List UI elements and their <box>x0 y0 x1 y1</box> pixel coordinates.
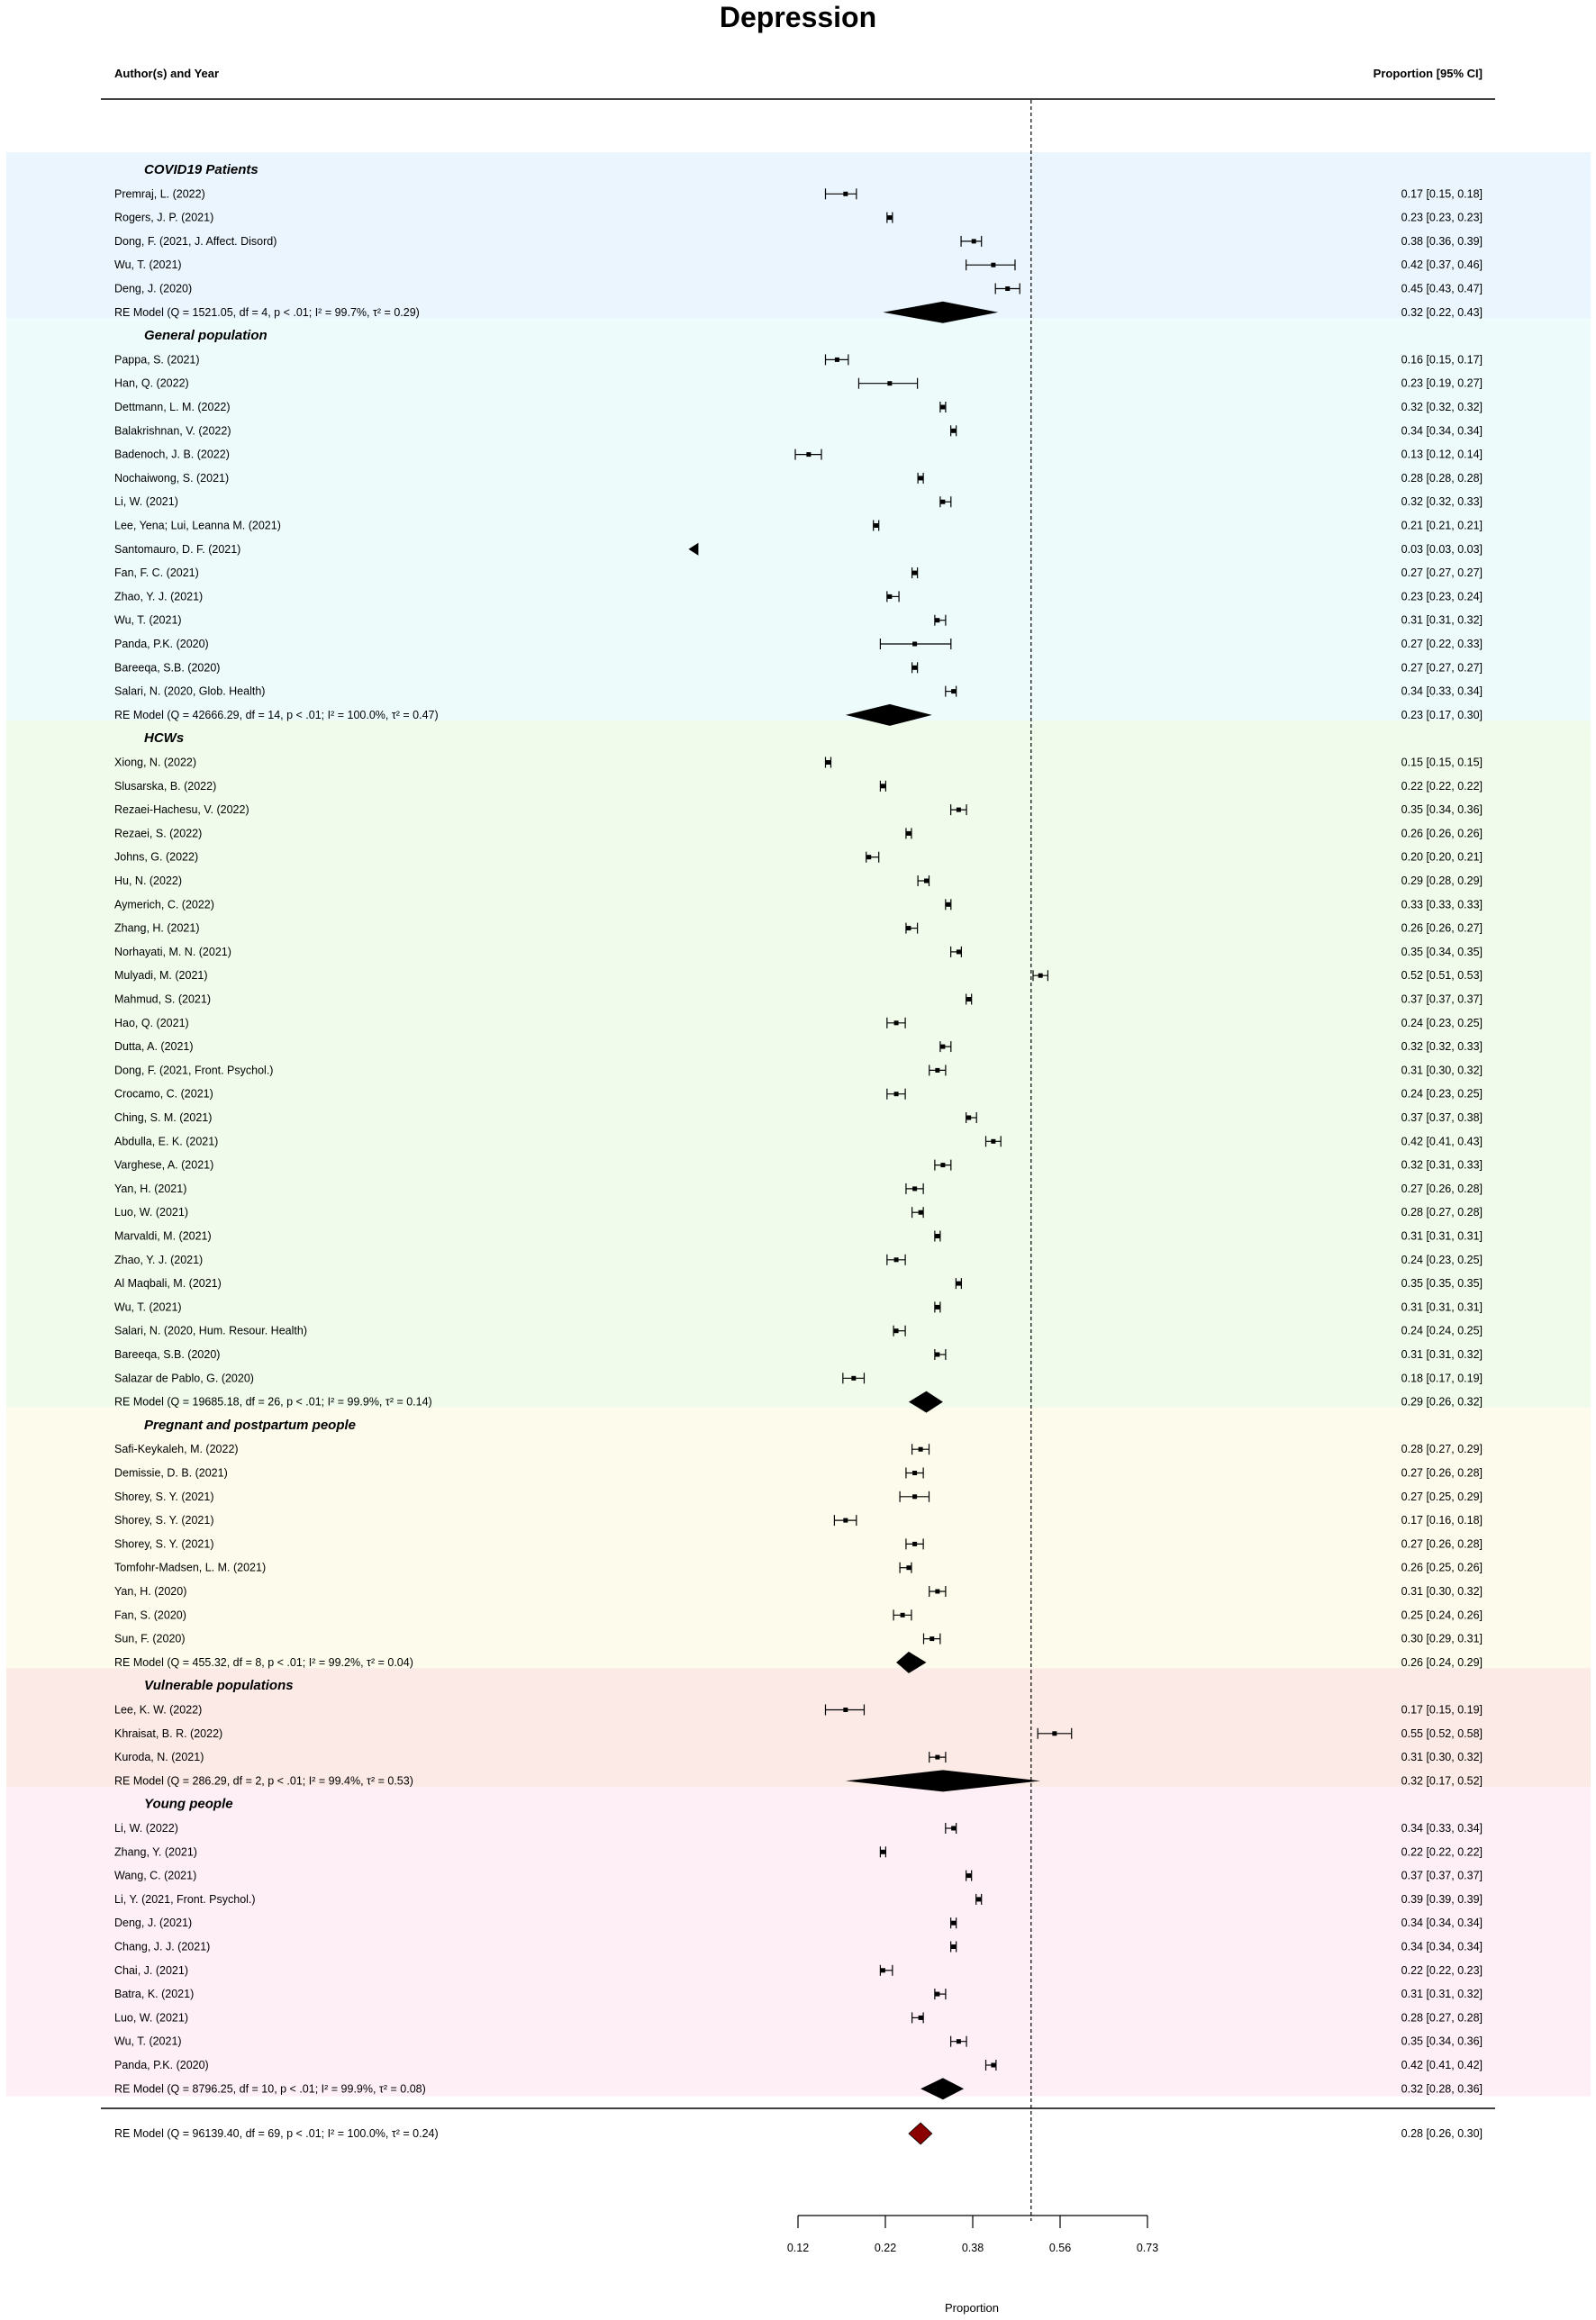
study-label: Yan, H. (2021) <box>114 1182 187 1195</box>
study-estimate-text: 0.34 [0.33, 0.34] <box>1401 1822 1483 1835</box>
study-label: Shorey, S. Y. (2021) <box>114 1514 214 1527</box>
study-estimate-text: 0.18 [0.17, 0.19] <box>1401 1372 1483 1385</box>
point-estimate <box>966 1873 971 1878</box>
study-estimate-text: 0.34 [0.34, 0.34] <box>1401 1917 1483 1930</box>
study-label: Chai, J. (2021) <box>114 1963 188 1977</box>
study-estimate-text: 0.32 [0.32, 0.33] <box>1401 495 1483 509</box>
group-title: Pregnant and postpartum people <box>144 1417 357 1433</box>
point-estimate <box>901 1613 905 1618</box>
x-tick-label: 0.73 <box>1136 2242 1159 2254</box>
study-estimate-text: 0.55 [0.52, 0.58] <box>1401 1726 1483 1740</box>
study-label: Norhayati, M. N. (2021) <box>114 945 231 958</box>
point-estimate <box>940 1045 945 1049</box>
study-label: Deng, J. (2020) <box>114 282 193 295</box>
study-estimate-text: 0.31 [0.31, 0.31] <box>1401 1300 1483 1314</box>
study-label: Hu, N. (2022) <box>114 875 183 887</box>
point-estimate <box>951 1921 956 1926</box>
study-label: Balakrishnan, V. (2022) <box>114 424 231 438</box>
point-estimate <box>1038 974 1043 978</box>
study-label: Fan, F. C. (2021) <box>114 566 199 580</box>
study-estimate-text: 0.28 [0.27, 0.28] <box>1401 2011 1483 2025</box>
study-estimate-text: 0.37 [0.37, 0.37] <box>1401 1869 1483 1882</box>
x-tick-label: 0.12 <box>786 2242 810 2254</box>
point-estimate <box>940 1163 945 1167</box>
point-estimate <box>906 926 911 930</box>
study-label: Rezaei-Hachesu, V. (2022) <box>114 803 249 817</box>
point-estimate <box>957 2039 961 2044</box>
study-estimate-text: 0.20 [0.20, 0.21] <box>1401 850 1483 864</box>
point-estimate <box>919 2016 923 2020</box>
study-estimate-text: 0.35 [0.34, 0.36] <box>1401 2035 1483 2048</box>
point-estimate <box>912 1471 917 1475</box>
study-label: Dong, F. (2021, J. Affect. Disord) <box>114 234 277 248</box>
study-estimate-text: 0.35 [0.34, 0.36] <box>1401 803 1483 817</box>
subgroup-summary-label: RE Model (Q = 8796.25, df = 10, p < .01; I² = 99.9%, τ² = 0.08) <box>114 2082 426 2096</box>
group-title: HCWs <box>144 730 185 747</box>
left-column-header: Author(s) and Year <box>114 67 220 80</box>
point-estimate <box>940 405 945 410</box>
group-title: COVID19 Patients <box>144 162 258 177</box>
subgroup-summary-text: 0.32 [0.17, 0.52] <box>1401 1774 1483 1788</box>
study-estimate-text: 0.26 [0.25, 0.26] <box>1401 1561 1483 1574</box>
study-label: Yan, H. (2020) <box>114 1585 187 1598</box>
point-estimate <box>843 192 848 196</box>
study-label: Khraisat, B. R. (2022) <box>114 1726 223 1740</box>
group-band <box>6 1787 1591 2097</box>
point-estimate <box>894 1020 899 1025</box>
point-estimate <box>991 263 995 267</box>
study-estimate-text: 0.35 [0.35, 0.35] <box>1401 1277 1483 1291</box>
study-estimate-text: 0.27 [0.27, 0.27] <box>1401 566 1483 580</box>
point-estimate <box>935 1234 939 1238</box>
point-estimate <box>991 2063 995 2068</box>
point-estimate <box>935 1068 939 1073</box>
study-estimate-text: 0.23 [0.23, 0.23] <box>1401 211 1483 224</box>
study-estimate-text: 0.32 [0.31, 0.33] <box>1401 1158 1483 1172</box>
point-estimate <box>887 381 892 385</box>
point-estimate <box>935 1755 939 1760</box>
study-label: Mahmud, S. (2021) <box>114 992 211 1006</box>
subgroup-summary-text: 0.23 [0.17, 0.30] <box>1401 708 1483 721</box>
point-estimate <box>991 1139 995 1144</box>
study-label: Premraj, L. (2022) <box>114 187 205 201</box>
study-label: Wu, T. (2021) <box>114 258 182 272</box>
overall-summary-diamond <box>909 2123 932 2144</box>
study-label: Wang, C. (2021) <box>114 1869 197 1882</box>
study-label: Shorey, S. Y. (2021) <box>114 1490 214 1503</box>
subgroup-summary-label: RE Model (Q = 455.32, df = 8, p < .01; I² = 99.2%, τ² = 0.04) <box>114 1655 413 1669</box>
study-estimate-text: 0.28 [0.28, 0.28] <box>1401 471 1483 485</box>
point-estimate <box>976 1897 981 1901</box>
study-label: Zhao, Y. J. (2021) <box>114 590 204 603</box>
subgroup-summary-text: 0.32 [0.22, 0.43] <box>1401 305 1483 319</box>
point-estimate <box>826 760 830 765</box>
study-estimate-text: 0.22 [0.22, 0.22] <box>1401 1845 1483 1859</box>
subgroup-summary-label: RE Model (Q = 1521.05, df = 4, p < .01; I² = 99.7%, τ² = 0.29) <box>114 305 420 319</box>
study-label: Luo, W. (2021) <box>114 2011 188 2025</box>
study-estimate-text: 0.22 [0.22, 0.23] <box>1401 1963 1483 1977</box>
study-label: Slusarska, B. (2022) <box>114 779 217 793</box>
study-estimate-text: 0.28 [0.27, 0.28] <box>1401 1206 1483 1219</box>
study-estimate-text: 0.21 [0.21, 0.21] <box>1401 519 1483 532</box>
study-estimate-text: 0.25 [0.24, 0.26] <box>1401 1609 1483 1622</box>
study-estimate-text: 0.31 [0.30, 0.32] <box>1401 1751 1483 1764</box>
study-label: Panda, P.K. (2020) <box>114 638 209 650</box>
point-estimate <box>919 476 923 480</box>
study-label: Pappa, S. (2021) <box>114 353 200 367</box>
point-estimate <box>912 571 917 575</box>
point-estimate <box>919 1447 923 1452</box>
point-estimate <box>835 358 839 362</box>
point-estimate <box>1005 286 1010 291</box>
study-label: Tomfohr-Madsen, L. M. (2021) <box>114 1561 267 1574</box>
study-estimate-text: 0.30 [0.29, 0.31] <box>1401 1632 1483 1645</box>
study-label: Ching, S. M. (2021) <box>114 1111 213 1124</box>
study-estimate-text: 0.34 [0.33, 0.34] <box>1401 684 1483 698</box>
study-label: Shorey, S. Y. (2021) <box>114 1537 214 1551</box>
point-estimate <box>912 666 917 670</box>
subgroup-summary-label: RE Model (Q = 286.29, df = 2, p < .01; I² = 99.4%, τ² = 0.53) <box>114 1774 413 1788</box>
point-estimate <box>951 689 956 693</box>
point-estimate <box>919 1210 923 1215</box>
point-estimate <box>929 1636 934 1641</box>
point-estimate <box>912 1186 917 1191</box>
point-estimate <box>935 618 939 622</box>
point-estimate <box>887 594 892 599</box>
study-estimate-text: 0.24 [0.23, 0.25] <box>1401 1087 1483 1101</box>
study-estimate-text: 0.15 [0.15, 0.15] <box>1401 756 1483 769</box>
subgroup-summary-label: RE Model (Q = 19685.18, df = 26, p < .01; I² = 99.9%, τ² = 0.14) <box>114 1395 432 1409</box>
chart-title: Depression <box>719 1 877 33</box>
overall-summary-label: RE Model (Q = 96139.40, df = 69, p < .01; I² = 100.0%, τ² = 0.24) <box>114 2127 439 2140</box>
study-estimate-text: 0.22 [0.22, 0.22] <box>1401 779 1483 793</box>
group-band <box>6 1408 1591 1670</box>
study-label: Nochaiwong, S. (2021) <box>114 471 230 485</box>
study-label: Santomauro, D. F. (2021) <box>114 542 241 556</box>
study-estimate-text: 0.42 [0.41, 0.42] <box>1401 2059 1483 2071</box>
study-estimate-text: 0.24 [0.24, 0.25] <box>1401 1324 1483 1337</box>
subgroup-summary-text: 0.29 [0.26, 0.32] <box>1401 1395 1483 1409</box>
study-label: Wu, T. (2021) <box>114 2035 182 2048</box>
study-estimate-text: 0.27 [0.26, 0.28] <box>1401 1537 1483 1551</box>
subgroup-summary-text: 0.32 [0.28, 0.36] <box>1401 2082 1483 2096</box>
study-estimate-text: 0.23 [0.19, 0.27] <box>1401 376 1483 390</box>
point-estimate <box>935 1353 939 1357</box>
study-label: Li, W. (2022) <box>114 1822 178 1835</box>
study-label: Lee, K. W. (2022) <box>114 1703 203 1717</box>
study-estimate-text: 0.37 [0.37, 0.37] <box>1401 992 1483 1006</box>
point-estimate <box>940 500 945 504</box>
study-label: Kuroda, N. (2021) <box>114 1751 204 1764</box>
point-estimate <box>957 1282 961 1286</box>
study-estimate-text: 0.26 [0.26, 0.27] <box>1401 921 1483 935</box>
study-label: Dong, F. (2021, Front. Psychol.) <box>114 1064 274 1077</box>
point-estimate <box>935 1992 939 1997</box>
point-estimate <box>972 239 976 243</box>
study-estimate-text: 0.29 [0.28, 0.29] <box>1401 875 1483 887</box>
study-estimate-text: 0.31 [0.31, 0.31] <box>1401 1229 1483 1243</box>
study-estimate-text: 0.27 [0.26, 0.28] <box>1401 1182 1483 1195</box>
study-label: Wu, T. (2021) <box>114 1300 182 1314</box>
study-label: Panda, P.K. (2020) <box>114 2059 209 2071</box>
point-estimate <box>951 1944 956 1949</box>
study-estimate-text: 0.27 [0.25, 0.29] <box>1401 1490 1483 1503</box>
study-label: Marvaldi, M. (2021) <box>114 1229 212 1243</box>
study-label: Han, Q. (2022) <box>114 376 189 390</box>
study-estimate-text: 0.13 [0.12, 0.14] <box>1401 448 1483 461</box>
study-estimate-text: 0.27 [0.26, 0.28] <box>1401 1466 1483 1480</box>
x-tick-label: 0.38 <box>961 2242 984 2254</box>
study-estimate-text: 0.31 [0.31, 0.32] <box>1401 1988 1483 2001</box>
point-estimate <box>881 784 885 788</box>
point-estimate <box>894 1328 899 1333</box>
study-estimate-text: 0.31 [0.31, 0.32] <box>1401 613 1483 627</box>
study-estimate-text: 0.42 [0.37, 0.46] <box>1401 258 1483 272</box>
study-estimate-text: 0.24 [0.23, 0.25] <box>1401 1016 1483 1029</box>
study-label: Zhang, H. (2021) <box>114 921 200 935</box>
study-label: Li, Y. (2021, Front. Psychol.) <box>114 1892 256 1906</box>
point-estimate <box>912 642 917 647</box>
point-estimate <box>912 1542 917 1546</box>
study-estimate-text: 0.34 [0.34, 0.34] <box>1401 424 1483 438</box>
study-label: Fan, S. (2020) <box>114 1609 186 1622</box>
point-estimate <box>912 1494 917 1499</box>
study-label: Dettmann, L. M. (2022) <box>114 401 231 413</box>
overall-summary-text: 0.28 [0.26, 0.30] <box>1401 2127 1483 2140</box>
x-tick-label: 0.56 <box>1048 2242 1072 2254</box>
study-label: Varghese, A. (2021) <box>114 1158 214 1172</box>
point-estimate <box>866 855 871 859</box>
study-estimate-text: 0.45 [0.43, 0.47] <box>1401 282 1483 295</box>
study-estimate-text: 0.39 [0.39, 0.39] <box>1401 1892 1483 1906</box>
study-estimate-text: 0.42 [0.41, 0.43] <box>1401 1135 1483 1148</box>
study-label: Zhang, Y. (2021) <box>114 1845 197 1859</box>
study-estimate-text: 0.32 [0.32, 0.32] <box>1401 401 1483 413</box>
point-estimate <box>946 902 950 907</box>
study-estimate-text: 0.52 [0.51, 0.53] <box>1401 969 1483 983</box>
study-label: Bareeqa, S.B. (2020) <box>114 661 221 675</box>
study-label: Luo, W. (2021) <box>114 1206 188 1219</box>
study-estimate-text: 0.17 [0.16, 0.18] <box>1401 1514 1483 1527</box>
point-estimate <box>951 429 956 433</box>
study-label: Dutta, A. (2021) <box>114 1040 194 1054</box>
study-estimate-text: 0.32 [0.32, 0.33] <box>1401 1040 1483 1054</box>
study-label: Abdulla, E. K. (2021) <box>114 1135 219 1148</box>
point-estimate <box>874 523 878 528</box>
point-estimate <box>957 949 961 954</box>
group-title: General population <box>144 328 268 344</box>
study-estimate-text: 0.17 [0.15, 0.19] <box>1401 1703 1483 1717</box>
point-estimate <box>843 1518 848 1523</box>
study-estimate-text: 0.31 [0.30, 0.32] <box>1401 1064 1483 1077</box>
point-estimate <box>906 831 911 836</box>
study-label: Xiong, N. (2022) <box>114 756 197 769</box>
study-estimate-text: 0.31 [0.30, 0.32] <box>1401 1585 1483 1598</box>
point-estimate <box>881 1968 885 1972</box>
study-estimate-text: 0.24 [0.23, 0.25] <box>1401 1253 1483 1266</box>
study-label: Bareeqa, S.B. (2020) <box>114 1348 221 1361</box>
right-column-header: Proportion [95% CI] <box>1373 67 1483 80</box>
study-estimate-text: 0.34 [0.34, 0.34] <box>1401 1940 1483 1953</box>
study-label: Salari, N. (2020, Hum. Resour. Health) <box>114 1324 307 1337</box>
study-label: Safi-Keykaleh, M. (2022) <box>114 1443 239 1456</box>
study-estimate-text: 0.33 [0.33, 0.33] <box>1401 898 1483 911</box>
study-estimate-text: 0.03 [0.03, 0.03] <box>1401 542 1483 556</box>
point-estimate <box>906 1565 911 1570</box>
point-estimate <box>887 215 892 220</box>
study-estimate-text: 0.31 [0.31, 0.32] <box>1401 1348 1483 1361</box>
point-estimate <box>894 1092 899 1096</box>
study-estimate-text: 0.27 [0.22, 0.33] <box>1401 638 1483 650</box>
study-label: Badenoch, J. B. (2022) <box>114 448 230 461</box>
group-title: Vulnerable populations <box>144 1678 294 1694</box>
study-estimate-text: 0.28 [0.27, 0.29] <box>1401 1443 1483 1456</box>
point-estimate <box>843 1708 848 1712</box>
x-axis-label: Proportion <box>945 2301 999 2315</box>
point-estimate <box>851 1376 856 1381</box>
study-estimate-text: 0.27 [0.27, 0.27] <box>1401 661 1483 675</box>
study-label: Rezaei, S. (2022) <box>114 827 203 840</box>
study-label: Hao, Q. (2021) <box>114 1016 189 1029</box>
subgroup-summary-label: RE Model (Q = 42666.29, df = 14, p < .01; I² = 100.0%, τ² = 0.47) <box>114 708 439 721</box>
study-estimate-text: 0.23 [0.23, 0.24] <box>1401 590 1483 603</box>
study-label: Johns, G. (2022) <box>114 850 199 864</box>
point-estimate <box>935 1305 939 1310</box>
study-label: Salari, N. (2020, Glob. Health) <box>114 684 266 698</box>
point-estimate <box>957 808 961 812</box>
subgroup-summary-text: 0.26 [0.24, 0.29] <box>1401 1655 1483 1669</box>
study-estimate-text: 0.38 [0.36, 0.39] <box>1401 234 1483 248</box>
study-estimate-text: 0.26 [0.26, 0.26] <box>1401 827 1483 840</box>
study-label: Demissie, D. B. (2021) <box>114 1466 228 1480</box>
point-estimate <box>951 1826 956 1831</box>
point-estimate <box>881 1850 885 1854</box>
point-estimate <box>966 1116 971 1120</box>
point-estimate <box>966 997 971 1001</box>
point-estimate <box>894 1257 899 1262</box>
study-label: Mulyadi, M. (2021) <box>114 969 208 983</box>
point-estimate <box>935 1590 939 1594</box>
study-label: Zhao, Y. J. (2021) <box>114 1253 204 1266</box>
study-label: Wu, T. (2021) <box>114 613 182 627</box>
study-label: Li, W. (2021) <box>114 495 178 509</box>
study-label: Crocamo, C. (2021) <box>114 1087 213 1101</box>
group-title: Young people <box>144 1796 233 1812</box>
study-label: Salazar de Pablo, G. (2020) <box>114 1372 254 1385</box>
study-estimate-text: 0.35 [0.34, 0.35] <box>1401 945 1483 958</box>
study-estimate-text: 0.37 [0.37, 0.38] <box>1401 1111 1483 1124</box>
study-label: Deng, J. (2021) <box>114 1917 193 1930</box>
study-estimate-text: 0.17 [0.15, 0.18] <box>1401 187 1483 201</box>
study-estimate-text: 0.16 [0.15, 0.17] <box>1401 353 1483 367</box>
point-estimate <box>1052 1731 1056 1735</box>
study-label: Al Maqbali, M. (2021) <box>114 1277 222 1291</box>
study-label: Sun, F. (2020) <box>114 1632 186 1645</box>
study-label: Chang, J. J. (2021) <box>114 1940 211 1953</box>
x-tick-label: 0.22 <box>874 2242 897 2254</box>
point-estimate <box>924 879 929 884</box>
study-label: Lee, Yena; Lui, Leanna M. (2021) <box>114 519 281 532</box>
study-label: Batra, K. (2021) <box>114 1988 195 2001</box>
point-estimate <box>806 452 811 457</box>
study-label: Rogers, J. P. (2021) <box>114 211 214 224</box>
study-label: Aymerich, C. (2022) <box>114 898 214 911</box>
